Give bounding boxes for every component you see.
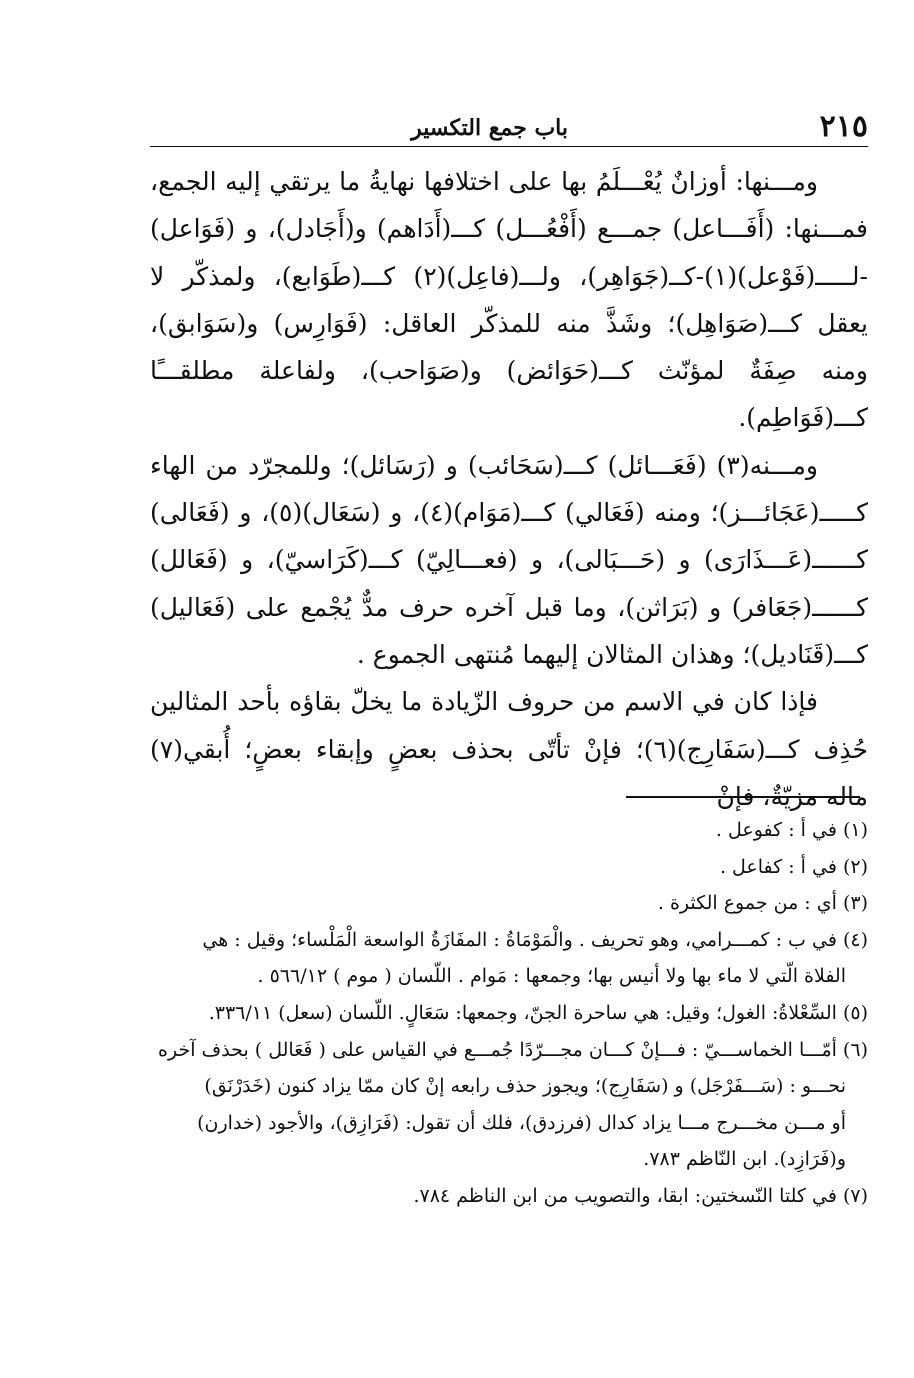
footnote: (٣) أي : من جموع الكثرة . — [657, 892, 868, 915]
footnote: (٤) في ب : كمـــرامي، وهو تحريف . والْمَوْمَاةُ : المفَازَةُ الواسعة الْمَلْساء؛ وقيل : هي — [202, 928, 868, 951]
footnote-continuation: أو مـــن مخـــرج مـــا يزاد كدال (فرزدق)، فلك أن تقول: (فَرَازِق)، والأجود (خدارن) — [197, 1111, 846, 1134]
running-title: باب جمع التكسير — [411, 115, 568, 141]
footnote-continuation: و(فَرَازِد). ابن النّاظم ٧٨٣. — [643, 1148, 846, 1171]
page-header — [150, 108, 868, 147]
body-paragraph: ومـــنه(٣) (فَعَـــائل) كـــ(سَحَائب) و (رَسَائل)؛ وللمجرّد من الهاء كـــــ(عَجَائـــز)؛ ومنه (فَعَالي) كـــ(مَوَام)(٤)، و (سَعَال)(٥)، و (فَعَالى) كــــــ(عَـــذَارَى) و (حَـــبَالى)، و (فعـــالِيّ) كـــ(كَرَاسيّ)، و (فَعَالل) كــــــ(جَعَافر) و (بَرَاثن)، وما قبل آخره حرف مدٌّ يُجْمع على (فَعَاليل) كـــ(قَنَاديل)؛ وهذان المثالان إليهما مُنتهى الجموع . — [150, 450, 868, 669]
footnote-continuation: الفلاة الّتي لا ماء بها ولا أنيس بها؛ وجمعها : مَوام . اللّسان ( موم ) ٥٦٦/١٢ . — [257, 965, 846, 988]
footnotes — [150, 812, 868, 1215]
page-number: ٢١٥ — [819, 109, 868, 144]
body-paragraph: ومـــنها: أوزانٌ يُعْـــلَمُ بها على اختلافها نهايةُ ما يرتقي إليه الجمع، فمـــنها: (أَفَـــاعل) جمـــع (أَفْعُـــل) كـــ(أَدَاهم) و(أَجَادل)، و (فَوَاعل) -لـــــ(فَوْعل)(١)-كــ(جَوَاهِر)، ولـــ(فاعِل)(٢) كـــ(طَوَابع)، ولمذكّر لا يعقل كـــ(صَوَاهِل)؛ وشَذَّ منه للمذكّر العاقل: (فَوَارِس) و(سَوَابق)، ومنه صِفَةٌ لمؤنّث كـــ(حَوَائض) و(صَوَاحب)، ولفاعلة مطلقـــًا كـــ(فَوَاطِم). — [150, 167, 868, 433]
footnote-separator — [626, 796, 860, 798]
footnote: (٦) أمّـــا الخماســـيّ : فـــإنْ كـــان مجـــرّدًا جُمـــع في القياس على ( فَعَالل ) بحذف آخره — [158, 1038, 868, 1061]
footnote: (٢) في أ : كفاعل . — [719, 855, 868, 878]
footnote: (٥) السِّعْلاةُ: الغول؛ وقيل: هي ساحرة الجنّ، وجمعها: سَعَالٍ. اللّسان (سعل) ٣٣٦/١١. — [208, 1001, 868, 1024]
main-text — [150, 158, 868, 820]
footnote: (١) في أ : كفوعل . — [715, 819, 868, 841]
footnote-continuation: نحـــو : (سَـــفَرْجَل) و (سَفَارِج)؛ ويجوز حذف رابعه إنْ كان ممّا يزاد كنون (خَدَرْنَق) — [204, 1075, 846, 1098]
body-paragraph: فإذا كان في الاسم من حروف الزّيادة ما يخلّ بقاؤه بأحد المثالين حُذِف كـــ(سَفَارِج)(٦)؛ فإنْ تأتّى بحذف بعضٍ وإبقاء بعضٍ؛ أُبقي(٧) ماله مزيّةٌ، فإنْ — [150, 687, 868, 811]
footnote: (٧) في كلتا النّسختين: ابقا، والتصويب من ابن الناظم ٧٨٤. — [413, 1184, 868, 1207]
